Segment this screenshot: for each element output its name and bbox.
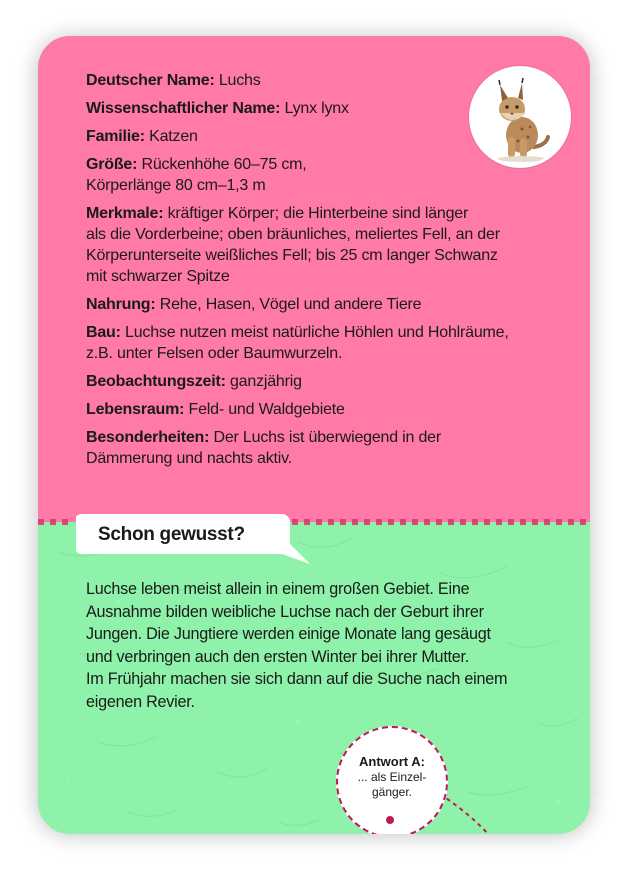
fact-value: kräftiger Körper; die Hinterbeine sind länger xyxy=(167,205,469,222)
fact-separator: : xyxy=(179,401,189,418)
fact-value: als die Vorderbeine; oben bräunliches, meliertes Fell, an der xyxy=(86,226,500,243)
fact-value: Rückenhöhe 60–75 cm, xyxy=(141,156,307,173)
fact-box-line: Luchse leben meist allein in einem großen Gebiet. Eine xyxy=(86,580,470,598)
fact-value: Lynx lynx xyxy=(284,100,349,117)
fact-separator: : xyxy=(220,373,230,390)
fact-separator: : xyxy=(204,429,214,446)
fact-box-line: Im Frühjahr machen sie sich dann auf die Suche nach einem xyxy=(86,670,508,688)
fact-value: ganzjährig xyxy=(229,373,302,390)
fact-value: Der Luchs ist überwiegend in der xyxy=(213,429,442,446)
answer-line: gänger. xyxy=(371,785,413,799)
answer-dot xyxy=(386,816,394,824)
animal-card xyxy=(38,36,590,834)
answer-line: ... als Einzel- xyxy=(357,770,427,784)
fact-box-line: Ausnahme bilden weibliche Luchse nach der Geburt ihrer xyxy=(86,602,484,621)
fact-separator: : xyxy=(209,72,219,89)
fact-value: Körperlänge 80 cm–1,3 m xyxy=(86,177,266,194)
fact-label: Besonderheiten xyxy=(86,429,205,446)
fact-label: Beobachtungszeit xyxy=(86,373,221,390)
fact-separator: : xyxy=(158,205,168,222)
fact-value: Körperunterseite weißliches Fell; bis 25 cm langer Schwanz xyxy=(86,247,498,264)
fact-separator: : xyxy=(139,128,150,145)
answer-connector xyxy=(38,36,590,834)
fact-value: mit schwarzer Spitze xyxy=(86,268,230,285)
fact-value: Rehe, Hasen, Vögel und andere Tiere xyxy=(159,296,422,313)
fact-value: Luchs xyxy=(218,72,261,89)
fact-label: Merkmale xyxy=(86,205,159,222)
fact-box-line: eigenen Revier. xyxy=(86,692,195,711)
fact-separator: : xyxy=(275,100,285,117)
fact-value: z.B. unter Felsen oder Baumwurzeln. xyxy=(86,345,343,362)
answer-title: Antwort A: xyxy=(359,754,425,769)
fact-value: Dämmerung und nachts aktiv. xyxy=(86,450,292,467)
fact-box-title: Schon gewusst? xyxy=(98,524,245,545)
fact-value: Katzen xyxy=(149,128,198,145)
fact-separator: : xyxy=(115,324,126,341)
fact-label: Wissenschaftlicher Name xyxy=(86,100,276,117)
fact-separator: : xyxy=(132,156,142,173)
fact-label: Deutscher Name xyxy=(86,72,210,89)
fact-label: Größe xyxy=(86,156,133,173)
fact-label: Lebensraum xyxy=(86,401,180,418)
fact-separator: : xyxy=(150,296,160,313)
fact-label: Bau xyxy=(86,324,116,341)
fact-box-line: und verbringen auch den ersten Winter bei ihrer Mutter. xyxy=(86,647,470,666)
fact-label: Familie xyxy=(86,128,140,145)
fact-value: Luchse nutzen meist natürliche Höhlen und Hohlräume, xyxy=(125,324,509,341)
fact-box-line: Jungen. Die Jungtiere werden einige Monate lang gesäugt xyxy=(86,625,491,643)
fact-label: Nahrung xyxy=(86,296,151,313)
fact-value: Feld- und Waldgebiete xyxy=(188,401,345,418)
